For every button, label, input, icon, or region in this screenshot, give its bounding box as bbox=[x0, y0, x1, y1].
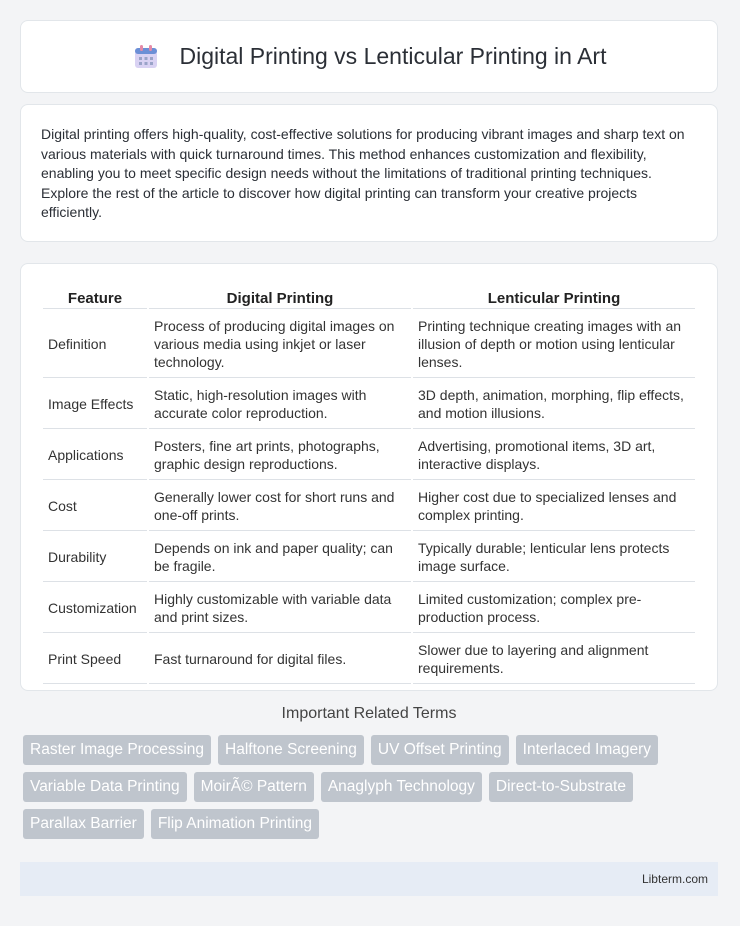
lenticular-cell: Slower due to layering and alignment requirements. bbox=[413, 635, 695, 684]
digital-cell: Posters, fine art prints, photographs, graphic design reproductions. bbox=[149, 431, 411, 480]
digital-cell: Generally lower cost for short runs and one-off prints. bbox=[149, 482, 411, 531]
lenticular-cell: Higher cost due to specialized lenses and complex printing. bbox=[413, 482, 695, 531]
feature-cell: Definition bbox=[43, 311, 147, 378]
table-row bbox=[43, 482, 695, 531]
digital-cell: Depends on ink and paper quality; can be fragile. bbox=[149, 533, 411, 582]
header-card bbox=[20, 20, 718, 93]
lenticular-cell: Typically durable; lenticular lens protects image surface. bbox=[413, 533, 695, 582]
comparison-card bbox=[20, 263, 718, 691]
term-tag[interactable]: Variable Data Printing bbox=[23, 772, 187, 802]
term-tag[interactable]: Direct-to-Substrate bbox=[489, 772, 633, 802]
related-terms-heading: Important Related Terms bbox=[281, 705, 457, 722]
term-tag[interactable]: Parallax Barrier bbox=[23, 809, 144, 839]
digital-cell: Fast turnaround for digital files. bbox=[149, 635, 411, 684]
term-tag[interactable]: Halftone Screening bbox=[218, 735, 364, 765]
table-row bbox=[43, 584, 695, 633]
calendar-icon bbox=[132, 43, 160, 71]
table-row bbox=[43, 533, 695, 582]
column-header: Digital Printing bbox=[149, 286, 411, 309]
lenticular-cell: Printing technique creating images with an illusion of depth or motion using lenticular lenses. bbox=[413, 311, 695, 378]
table-row bbox=[43, 431, 695, 480]
table-row bbox=[43, 380, 695, 429]
table-row bbox=[43, 635, 695, 684]
column-header: Lenticular Printing bbox=[413, 286, 695, 309]
digital-cell: Highly customizable with variable data and print sizes. bbox=[149, 584, 411, 633]
page-title: Digital Printing vs Lenticular Printing in Art bbox=[179, 43, 607, 69]
term-tag[interactable]: Raster Image Processing bbox=[23, 735, 211, 765]
feature-cell: Applications bbox=[43, 431, 147, 480]
term-tag[interactable]: Flip Animation Printing bbox=[151, 809, 319, 839]
feature-cell: Image Effects bbox=[43, 380, 147, 429]
feature-cell: Customization bbox=[43, 584, 147, 633]
lenticular-cell: 3D depth, animation, morphing, flip effects, and motion illusions. bbox=[413, 380, 695, 429]
digital-cell: Process of producing digital images on various media using inkjet or laser technology. bbox=[149, 311, 411, 378]
feature-cell: Print Speed bbox=[43, 635, 147, 684]
lenticular-cell: Advertising, promotional items, 3D art, interactive displays. bbox=[413, 431, 695, 480]
term-tag[interactable]: Anaglyph Technology bbox=[321, 772, 482, 802]
digital-cell: Static, high-resolution images with accurate color reproduction. bbox=[149, 380, 411, 429]
table-header-row bbox=[43, 286, 695, 309]
lenticular-cell: Limited customization; complex pre-production process. bbox=[413, 584, 695, 633]
feature-cell: Durability bbox=[43, 533, 147, 582]
column-header: Feature bbox=[43, 286, 147, 309]
feature-cell: Cost bbox=[43, 482, 147, 531]
comparison-table bbox=[41, 284, 697, 686]
related-terms-section bbox=[20, 705, 718, 846]
intro-paragraph: Digital printing offers high-quality, cost-effective solutions for producing vibrant images and sharp text on various materials with quick turnaround times. This method enhances customization and flexibility, enabling you to meet specific design needs without the limitations of traditional printing techniques. Explore the rest of the article to discover how digital printing can transform your creative projects efficiently. bbox=[41, 126, 685, 221]
term-tag[interactable]: Interlaced Imagery bbox=[516, 735, 658, 765]
term-tag[interactable]: MoirÃ© Pattern bbox=[194, 772, 314, 802]
intro-card bbox=[20, 104, 718, 242]
term-tag-list bbox=[20, 735, 718, 846]
table-row bbox=[43, 311, 695, 378]
term-tag[interactable]: UV Offset Printing bbox=[371, 735, 509, 765]
footer bbox=[20, 862, 718, 896]
footer-site-link[interactable]: Libterm.com bbox=[641, 872, 708, 886]
